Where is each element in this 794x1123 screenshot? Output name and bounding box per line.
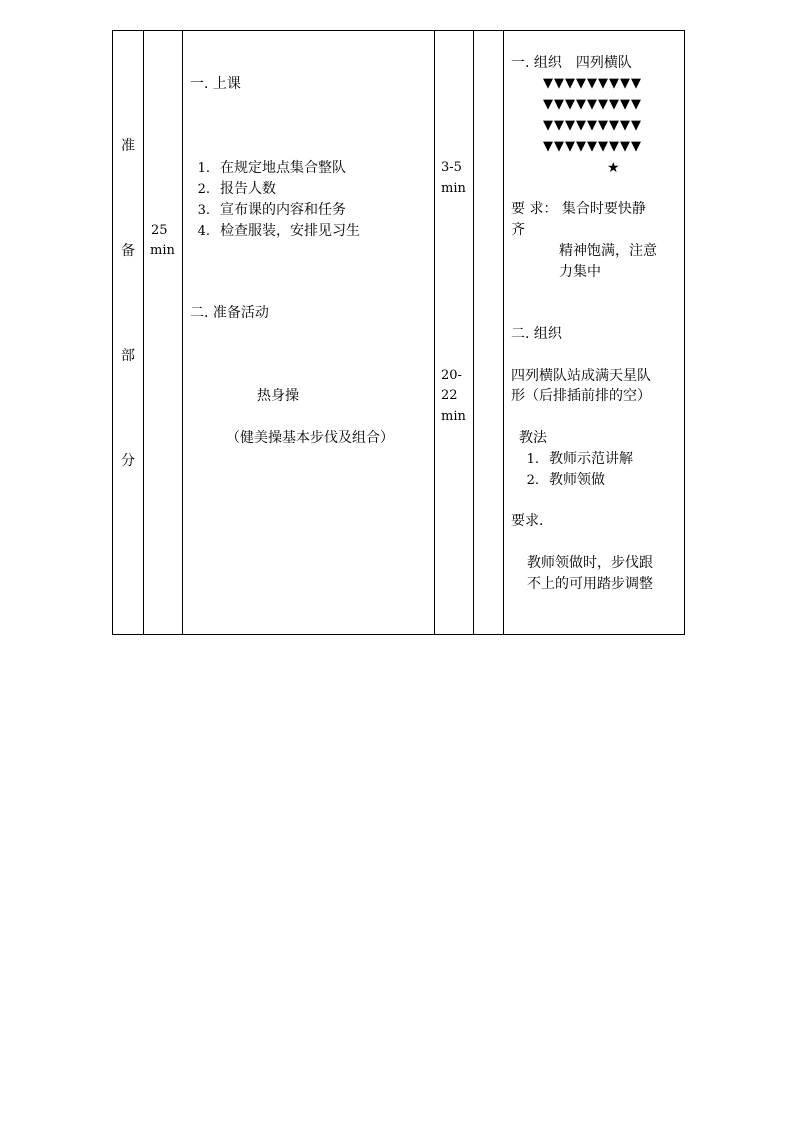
formation-row: ▼▼▼▼▼▼▼▼▼ [543, 76, 642, 91]
formation-desc-cont: 形（后排插前排的空） [511, 388, 651, 404]
list-item: 1. 教师示范讲解 [526, 451, 633, 467]
list-item: 4. 检查服装，安排见习生 [197, 223, 360, 239]
part1-heading: 一. 上课 [190, 76, 241, 92]
time-2-value-cont: 22 [441, 388, 458, 403]
time-1-value: 3-5 [441, 160, 462, 175]
section-label-char: 准 [121, 138, 135, 154]
formation-row: ▼▼▼▼▼▼▼▼▼ [543, 139, 642, 154]
formation-row: ▼▼▼▼▼▼▼▼▼ [543, 97, 642, 112]
org-heading-2: 二. 组织 [511, 326, 562, 342]
requirement-1-cont: 齐 [511, 222, 525, 238]
part1-list [190, 158, 360, 242]
teacher-star-icon: ★ [607, 160, 620, 176]
section-label-char: 部 [121, 348, 135, 364]
warmup-label: 热身操 [257, 388, 299, 404]
lesson-plan-table [112, 30, 685, 635]
section-label-char: 备 [121, 243, 135, 259]
part2-heading: 二. 准备活动 [190, 305, 269, 321]
column-divider [434, 31, 435, 634]
requirement-2: 教师领做时，步伐跟 [527, 555, 653, 571]
list-item: 3. 宣布课的内容和任务 [197, 202, 346, 218]
requirement-1-line3: 精神饱满，注意 [559, 243, 657, 259]
column-divider [143, 31, 144, 634]
requirement-1: 要 求： 集合时要快静 [511, 201, 646, 217]
column-divider [503, 31, 504, 634]
total-time-unit: min [150, 243, 175, 258]
section-label-char: 分 [121, 453, 135, 469]
method-list [519, 449, 633, 491]
list-item: 2. 教师领做 [526, 472, 605, 488]
column-divider [473, 31, 474, 634]
method-label: 教法 [519, 430, 547, 446]
column-divider [182, 31, 183, 634]
requirement-2-cont: 不上的可用踏步调整 [527, 576, 653, 592]
list-item: 2. 报告人数 [197, 181, 276, 197]
warmup-note: （健美操基本步伐及组合） [226, 430, 394, 446]
total-time-value: 25 [151, 223, 168, 238]
time-2-unit: min [441, 409, 466, 424]
time-2-value: 20- [441, 368, 462, 383]
list-item: 1. 在规定地点集合整队 [197, 160, 346, 176]
time-1-unit: min [441, 181, 466, 196]
formation-row: ▼▼▼▼▼▼▼▼▼ [543, 118, 642, 133]
requirement-2-label: 要求. [511, 513, 544, 529]
formation-desc: 四列横队站成满天星队 [511, 368, 651, 384]
requirement-1-line4: 力集中 [559, 264, 601, 280]
org-heading-1: 一. 组织 四列横队 [511, 55, 632, 71]
